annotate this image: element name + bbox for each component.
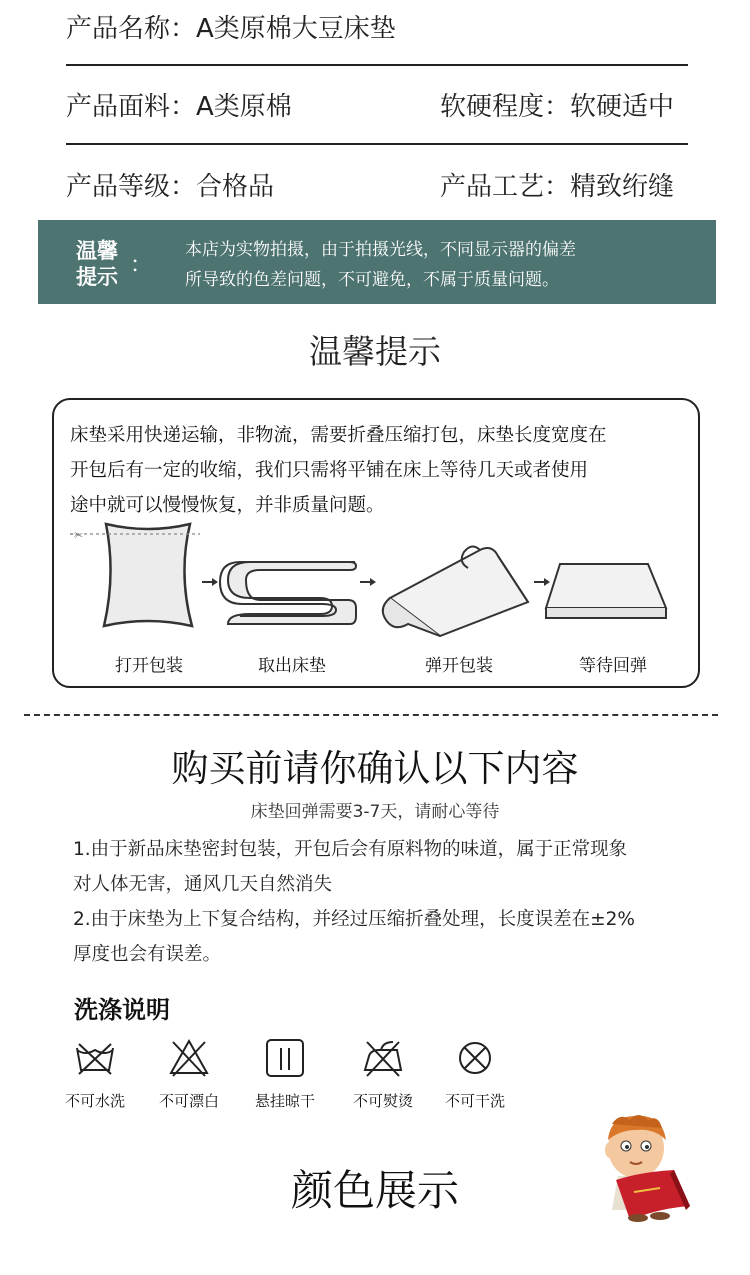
no-iron-icon [361, 1036, 405, 1080]
divider [66, 64, 688, 66]
flat-mattress-icon [546, 564, 666, 618]
step-label-wait: 等待回弹 [579, 656, 647, 676]
reading-boy-illustration [590, 1110, 702, 1224]
divider [66, 143, 688, 145]
confirm-title: 购买前请你确认以下内容 [171, 747, 579, 790]
confirm-subtitle: 床垫回弹需要3-7天，请耐心等待 [250, 802, 500, 822]
wash-item-hang-dry [240, 1036, 330, 1111]
notice-label-line2: 提示 [76, 265, 118, 289]
tips-line2: 开包后有一定的收缩，我们只需将平铺在床上等待几天或者使用 [70, 460, 589, 481]
unroll-mattress-icon [383, 546, 528, 636]
confirm-line2: 对人体无害，通风几天自然消失 [73, 874, 333, 895]
tips-title: 温馨提示 [309, 332, 441, 371]
confirm-line3: 2.由于床垫为上下复合结构，并经过压缩折叠处理，长度误差在±2% [73, 909, 636, 930]
step-label-open: 打开包装 [115, 656, 183, 676]
open-package-icon [70, 524, 200, 626]
spec-fabric: 产品面料：A类原棉 [66, 92, 292, 122]
spec-product-name: 产品名称：A类原棉大豆床垫 [66, 14, 396, 44]
notice-text [185, 235, 576, 295]
spec-grade: 产品等级：合格品 [66, 172, 275, 202]
notice-label [76, 238, 132, 290]
wash-item-no-iron [338, 1036, 428, 1111]
notice-line1: 本店为实物拍摄，由于拍摄光线，不同显示器的偏差 [185, 240, 576, 260]
wash-label-hang-dry: 悬挂晾干 [254, 1092, 315, 1110]
wash-item-no-wash [50, 1036, 140, 1111]
confirm-notes [73, 832, 635, 972]
washing-title: 洗涤说明 [74, 996, 170, 1024]
color-display-title: 颜色展示 [290, 1166, 459, 1215]
step-label-take-out: 取出床垫 [258, 656, 326, 676]
confirm-line1: 1.由于新品床垫密封包装，开包后会有原料物的味道，属于正常现象 [73, 839, 628, 860]
spec-craft: 产品工艺：精致绗缝 [440, 172, 675, 202]
notice-colon: ： [130, 253, 153, 278]
tips-text [70, 418, 690, 523]
notice-line2: 所导致的色差问题，不可避免，不属于质量问题。 [185, 270, 559, 290]
spec-firmness: 软硬程度：软硬适中 [440, 92, 675, 122]
wash-label-no-wash: 不可水洗 [64, 1092, 125, 1110]
tips-line1: 床垫采用快递运输，非物流，需要折叠压缩打包，床垫长度宽度在 [70, 425, 607, 446]
step-label-unroll: 弹开包装 [425, 656, 493, 676]
no-wash-icon [73, 1036, 117, 1080]
wash-item-no-dry-clean [430, 1036, 520, 1111]
svg-text:✂: ✂ [74, 529, 84, 542]
wash-label-no-iron: 不可熨烫 [352, 1092, 413, 1110]
notice-label-line1: 温馨 [76, 239, 118, 263]
tips-line3: 途中就可以慢慢恢复，并非质量问题。 [70, 495, 385, 516]
wash-label-no-bleach: 不可漂白 [158, 1092, 219, 1110]
no-bleach-icon [167, 1036, 211, 1080]
folded-mattress-icon [220, 562, 356, 624]
no-dry-clean-icon [453, 1036, 497, 1080]
confirm-line4: 厚度也会有误差。 [73, 944, 222, 965]
hang-dry-icon [263, 1036, 307, 1080]
unpack-steps-illustration [60, 512, 700, 642]
wash-label-no-dry-clean: 不可干洗 [444, 1092, 505, 1110]
wash-item-no-bleach [144, 1036, 234, 1111]
dashed-divider [24, 714, 718, 716]
